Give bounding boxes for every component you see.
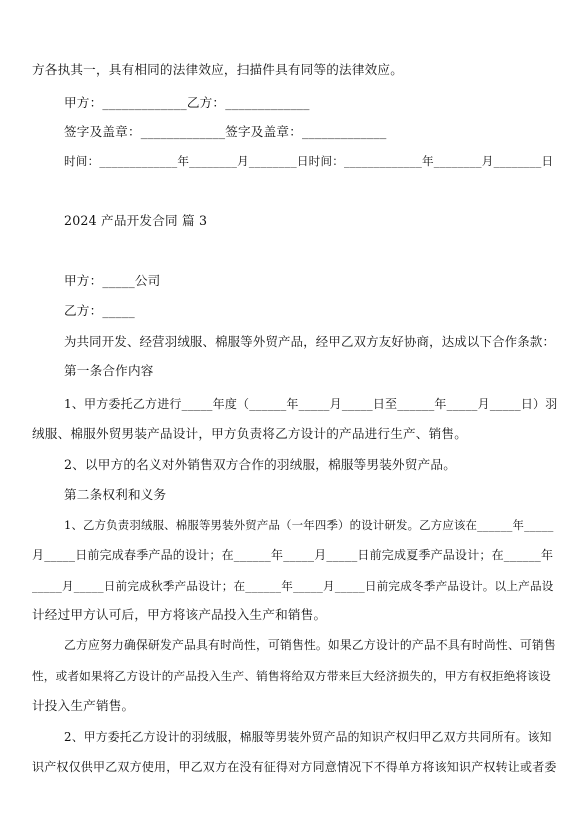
contract-title: 2024 产品开发合同 篇 3 xyxy=(64,213,208,228)
paragraph-line: 绒服、棉服外贸男装产品设计，甲方负责将乙方设计的产品进行生产、销售。 xyxy=(32,426,467,441)
paragraph-line: 2、以甲方的名义对外销售双方合作的羽绒服，棉服等男装外贸产品。 xyxy=(64,457,457,472)
body-text-line: 方各执其一，具有相同的法律效应，扫描件具有同等的法律效应。 xyxy=(32,62,404,77)
paragraph-line: 识产权仅供甲乙双方使用，甲乙双方在没有征得对方同意情况下不得单方将该知识产权转让或者委 xyxy=(32,760,557,774)
article-heading: 第二条权利和义务 xyxy=(64,487,167,502)
signature-parties-line: 甲方：_____________乙方：_____________ xyxy=(64,95,310,110)
paragraph-line: 乙方应努力确保研发产品具有时尚性，可销售性。如果乙方设计的产品不具有时尚性、可销售 xyxy=(64,638,556,652)
party-a-line: 甲方：_____公司 xyxy=(64,273,161,288)
paragraph-line: 1、乙方负责羽绒服、棉服等男装外贸产品（一年四季）的设计研发。乙方应该在______年_____ xyxy=(64,518,554,532)
paragraph-line: 1、甲方委托乙方进行_____年度（______年_____月_____日至______年_____月_____日）羽 xyxy=(64,397,558,411)
signature-time-line: 时间：_____________年________月________日时间：_____________年________月________日 xyxy=(64,154,554,168)
purpose-paragraph: 为共同开发、经营羽绒服、棉服等外贸产品，经甲乙双方友好协商，达成以下合作条款： xyxy=(64,334,556,349)
party-b-line: 乙方：_____ xyxy=(64,303,135,318)
paragraph-line: 2、甲方委托乙方设计的羽绒服，棉服等男装外贸产品的知识产权归甲乙双方共同所有。该知 xyxy=(64,730,552,744)
article-heading: 第一条合作内容 xyxy=(64,363,154,378)
signature-seal-line: 签字及盖章：_____________签字及盖章：_____________ xyxy=(64,124,387,139)
paragraph-line: 月_____日前完成春季产品的设计；在______年_____月_____日前完成夏季产品设计；在______年 xyxy=(32,548,554,562)
paragraph-line: 性，或者如果将乙方设计的产品投入生产、销售将给双方带来巨大经济损失的，甲方有权拒绝将该设 xyxy=(32,669,551,683)
paragraph-line: _____月_____日前完成秋季产品设计；在______年_____月_____日前完成冬季产品设计。以上产品设 xyxy=(32,579,554,593)
paragraph-line: 计投入生产销售。 xyxy=(32,698,135,713)
paragraph-line: 计经过甲方认可后，甲方将该产品投入生产和销售。 xyxy=(32,607,327,622)
